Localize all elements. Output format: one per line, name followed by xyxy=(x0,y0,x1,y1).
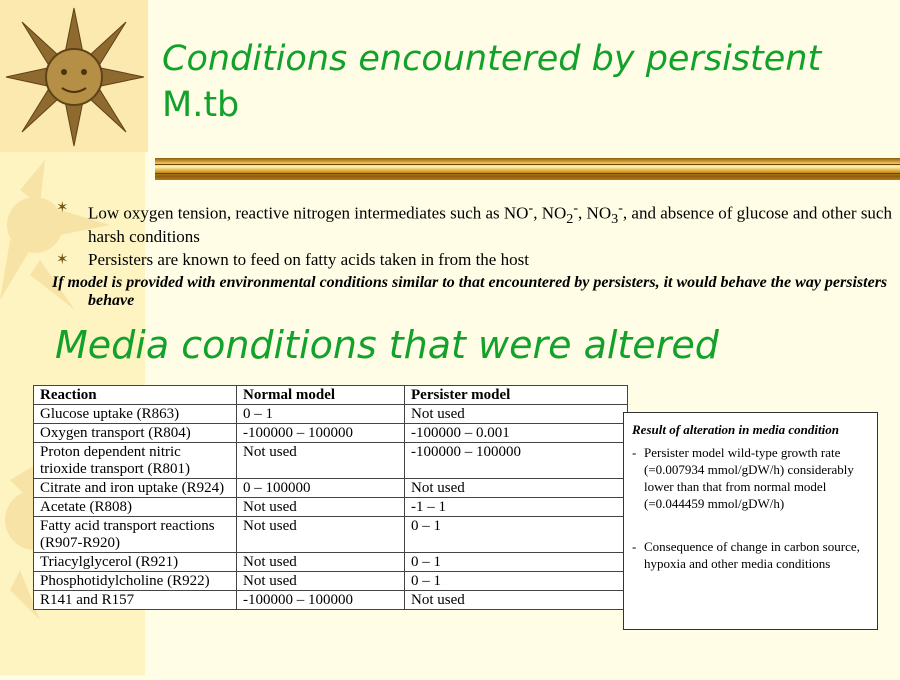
divider-line xyxy=(155,164,900,165)
result-item xyxy=(632,538,871,572)
sun-icon xyxy=(0,0,148,152)
title-line-1: Conditions encountered by persistent xyxy=(162,39,822,79)
table-cell: Not used xyxy=(237,572,405,591)
subscript: 2 xyxy=(566,211,574,228)
column-header: Reaction xyxy=(34,386,237,405)
table-cell: Not used xyxy=(237,517,405,553)
table-row xyxy=(34,591,628,610)
column-header: Persister model xyxy=(405,386,628,405)
result-item-text: Consequence of change in carbon source, hypoxia and other media conditions xyxy=(644,539,860,571)
star-bullet-icon: ✶ xyxy=(56,252,69,269)
result-title: Result of alteration in media condition xyxy=(632,422,839,437)
emphasis-note: If model is provided with environmental conditions similar to that encountered by persisters, it would behave the way persisters behave xyxy=(52,274,888,310)
column-header: Normal model xyxy=(237,386,405,405)
table-cell: Not used xyxy=(405,479,628,498)
dash-bullet: - xyxy=(632,445,637,460)
table-row xyxy=(34,517,628,553)
sun-logo xyxy=(0,0,148,152)
table-cell: Proton dependent nitric trioxide transport (R801) xyxy=(34,443,237,479)
title-line-2: M.tb xyxy=(162,85,240,125)
bullet-item xyxy=(52,199,892,246)
table-row xyxy=(34,553,628,572)
table-row xyxy=(34,424,628,443)
subscript: 3 xyxy=(611,211,619,228)
table-cell: Phosphotidylcholine (R922) xyxy=(34,572,237,591)
bullet-item xyxy=(52,251,892,269)
table-cell: Acetate (R808) xyxy=(34,498,237,517)
table-row xyxy=(34,405,628,424)
table-cell: 0 – 1 xyxy=(405,553,628,572)
table-row xyxy=(34,572,628,591)
table-cell: Triacylglycerol (R921) xyxy=(34,553,237,572)
table-cell: -100000 – 100000 xyxy=(405,443,628,479)
table-header-row xyxy=(34,386,628,405)
dash-bullet: - xyxy=(632,539,637,554)
bullet-text: Persisters are known to feed on fatty acids taken in from the host xyxy=(88,250,529,270)
table-cell: 0 – 1 xyxy=(405,572,628,591)
table-cell: 0 – 100000 xyxy=(237,479,405,498)
table-cell: 0 – 1 xyxy=(237,405,405,424)
table-row xyxy=(34,479,628,498)
section-subtitle: Media conditions that were altered xyxy=(55,323,719,367)
divider-line xyxy=(155,173,900,174)
table-cell: Not used xyxy=(237,443,405,479)
table-cell: -100000 – 100000 xyxy=(237,591,405,610)
table-cell: Not used xyxy=(237,498,405,517)
superscript: - xyxy=(618,200,623,216)
superscript: - xyxy=(573,200,579,216)
slide-title xyxy=(162,36,882,128)
result-item xyxy=(632,444,871,512)
title-divider-bar xyxy=(155,158,900,180)
bullet-text: , NO xyxy=(533,203,567,223)
bullet-text: , and absence of glucose and other such harsh conditions xyxy=(88,203,892,247)
table-cell: R141 and R157 xyxy=(34,591,237,610)
table-row xyxy=(34,443,628,479)
table-cell: Oxygen transport (R804) xyxy=(34,424,237,443)
table-cell: Not used xyxy=(405,405,628,424)
bullet-text: , NO xyxy=(578,203,612,223)
table-row xyxy=(34,498,628,517)
star-bullet-icon: ✶ xyxy=(56,200,69,216)
result-item-text: Persister model wild-type growth rate (=0.007934 mmol/gDW/h) considerably lower than that from normal model (=0.044459 mmol/gDW/h) xyxy=(644,445,854,511)
table-cell: Citrate and iron uptake (R924) xyxy=(34,479,237,498)
table-cell: -100000 – 0.001 xyxy=(405,424,628,443)
table-cell: 0 – 1 xyxy=(405,517,628,553)
table-cell: Not used xyxy=(237,553,405,572)
table-cell: -1 – 1 xyxy=(405,498,628,517)
table-cell: Not used xyxy=(405,591,628,610)
superscript: - xyxy=(528,200,534,216)
table-cell: Glucose uptake (R863) xyxy=(34,405,237,424)
result-callout-box xyxy=(623,412,878,630)
bullet-text: Low oxygen tension, reactive nitrogen intermediates such as NO xyxy=(88,203,529,223)
media-conditions-table xyxy=(33,385,628,610)
table-cell: Fatty acid transport reactions (R907-R920) xyxy=(34,517,237,553)
bullet-list xyxy=(52,199,892,310)
table-cell: -100000 – 100000 xyxy=(237,424,405,443)
